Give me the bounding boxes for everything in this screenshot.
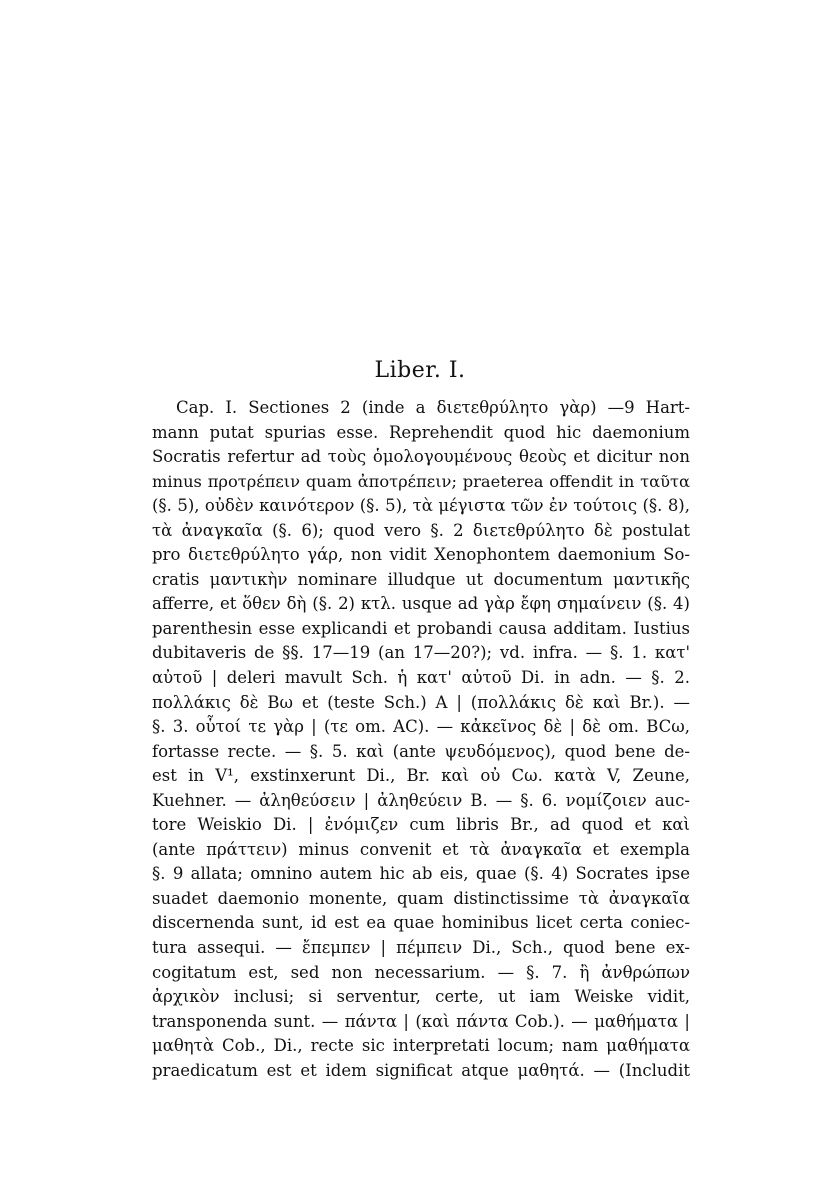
text-line: pro διετεθρύλητο γάρ, non vidit Xenophontem daemonium So- <box>152 545 690 565</box>
text-line: Kuehner. — ἀληθεύσειν | ἀληθεύειν B. — §. 6. νομίζοιεν auc- <box>152 790 690 810</box>
text-line: tura assequi. — ἔπεμπεν | πέμπειν Di., Sch., quod bene ex- <box>152 938 690 958</box>
text-line: minus προτρέπειν quam ἀποτρέπειν; praeterea offendit in ταῦτα <box>152 471 690 491</box>
text-line: afferre, et ὅθεν δὴ (§. 2) κτλ. usque ad γὰρ ἔφη σημαίνειν (§. 4) <box>152 594 690 614</box>
text-line: (§. 5), οὐδὲν καινότερον (§. 5), τὰ μέγιστα τῶν ἐν τούτοις (§. 8), <box>152 496 690 516</box>
text-line: est in V¹, exstinxerunt Di., Br. καὶ οὐ Cω. κατὰ V, Zeune, <box>152 766 690 786</box>
commentary-body <box>152 396 690 1083</box>
text-line: transponenda sunt. — πάντα | (καὶ πάντα Cob.). — μαθήματα | <box>152 1011 690 1031</box>
text-line: fortasse recte. — §. 5. καὶ (ante ψευδόμενος), quod bene de- <box>152 741 690 761</box>
text-line: μαθητὰ Cob., Di., recte sic interpretati locum; nam μαθήματα <box>152 1036 690 1056</box>
text-line: cratis μαντικὴν nominare illudque ut documentum μαντικῆς <box>152 569 690 589</box>
text-line: discernenda sunt, id est ea quae hominibus licet certa coniec- <box>152 913 690 933</box>
text-line: cogitatum est, sed non necessarium. — §. 7. ἢ ἀνθρώπων <box>152 962 690 982</box>
text-line: §. 3. οὗτοί τε γὰρ | (τε om. AC). — κἀκεῖνος δὲ | δὲ om. BCω, <box>152 717 690 737</box>
page-heading: Liber. I. <box>374 358 466 383</box>
text-line: τὰ ἀναγκαῖα (§. 6); quod vero §. 2 διετεθρύλητο δὲ postulat <box>152 520 690 540</box>
text-line: αὐτοῦ | deleri mavult Sch. ἡ κατ' αὐτοῦ Di. in adn. — §. 2. <box>152 668 690 688</box>
text-line: Cap. I. Sectiones 2 (inde a διετεθρύλητο γὰρ) —9 Hart- <box>176 398 690 417</box>
text-line: mann putat spurias esse. Reprehendit quod hic daemonium <box>152 422 690 442</box>
text-line: dubitaveris de §§. 17—19 (an 17—20?); vd. infra. — §. 1. κατ' <box>152 643 690 663</box>
text-line: praedicatum est et idem significat atque μαθητά. — (Includit <box>152 1060 690 1080</box>
text-line: §. 9 allata; omnino autem hic ab eis, quae (§. 4) Socrates ipse <box>152 864 690 884</box>
text-line: (ante πράττειν) minus convenit et τὰ ἀναγκαῖα et exempla <box>152 839 690 859</box>
text-line: πολλάκις δὲ Bω et (teste Sch.) A | (πολλάκις δὲ καὶ Br.). — <box>152 692 690 712</box>
text-line: suadet daemonio monente, quam distinctissime τὰ ἀναγκαῖα <box>152 888 690 908</box>
text-line: parenthesin esse explicandi et probandi causa additam. Iustius <box>152 618 690 638</box>
text-line: Socratis refertur ad τοὺς ὁμολογουμένους θεοὺς et dicitur non <box>152 447 690 467</box>
text-line: ἀρχικὸν inclusi; si serventur, certe, ut iam Weiske vidit, <box>152 987 690 1007</box>
text-line: tore Weiskio Di. | ἐνόμιζεν cum libris Br., ad quod et καὶ <box>152 815 690 835</box>
